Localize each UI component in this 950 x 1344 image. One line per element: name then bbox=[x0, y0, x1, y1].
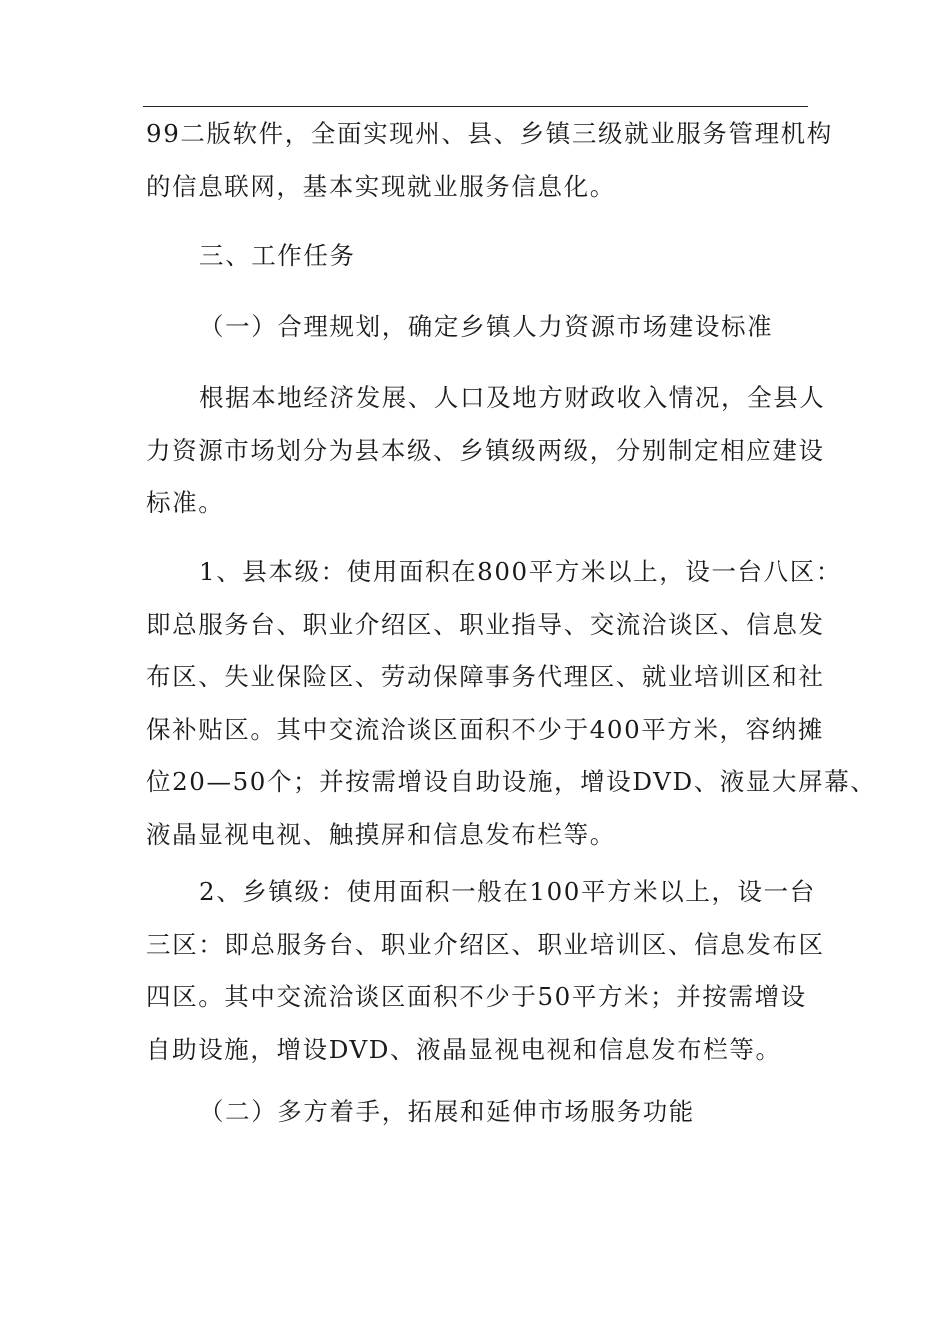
subsection-heading-text: （二）多方着手，拓展和延伸市场服务功能 bbox=[199, 1097, 695, 1126]
subsection-heading-2 bbox=[199, 1086, 864, 1139]
planning-paragraph bbox=[146, 372, 826, 530]
text-line: 布区、失业保险区、劳动保障事务代理区、就业培训区和社 bbox=[146, 662, 825, 691]
text-line: 99二版软件，全面实现州、县、乡镇三级就业服务管理机构 bbox=[146, 119, 833, 148]
section-heading-text: 三、工作任务 bbox=[199, 241, 356, 270]
text-line: 的信息联网，基本实现就业服务信息化。 bbox=[146, 171, 616, 201]
subsection-heading-text: （一）合理规划，确定乡镇人力资源市场建设标准 bbox=[199, 312, 774, 341]
text-line: 标准。 bbox=[146, 488, 225, 517]
text-line: 位20—50个；并按需增设自助设施，增设DVD、液显大屏幕、 bbox=[146, 767, 877, 796]
text-line: 2、乡镇级：使用面积一般在100平方米以上，设一台 bbox=[199, 877, 816, 906]
text-line: 力资源市场划分为县本级、乡镇级两级，分别制定相应建设 bbox=[146, 435, 825, 465]
text-line: 根据本地经济发展、人口及地方财政收入情况，全县人 bbox=[199, 383, 826, 412]
text-line: 1、县本级：使用面积在800平方米以上，设一台八区： bbox=[199, 557, 842, 586]
township-level-paragraph bbox=[146, 866, 825, 1076]
text-line: 保补贴区。其中交流洽谈区面积不少于400平方米，容纳摊 bbox=[146, 714, 824, 744]
header-rule bbox=[143, 106, 808, 107]
text-line: 液晶显视电视、触摸屏和信息发布栏等。 bbox=[146, 819, 616, 849]
text-line: 即总服务台、职业介绍区、职业指导、交流洽谈区、信息发 bbox=[146, 609, 825, 639]
county-level-paragraph bbox=[146, 546, 877, 861]
text-line: 自助设施，增设DVD、液晶显视电视和信息发布栏等。 bbox=[146, 1034, 782, 1064]
subsection-heading-1 bbox=[199, 301, 864, 354]
section-heading bbox=[199, 230, 864, 283]
text-line: 四区。其中交流洽谈区面积不少于50平方米；并按需增设 bbox=[146, 982, 807, 1011]
text-line: 三区：即总服务台、职业介绍区、职业培训区、信息发布区 bbox=[146, 929, 825, 959]
continuation-paragraph bbox=[146, 108, 833, 213]
